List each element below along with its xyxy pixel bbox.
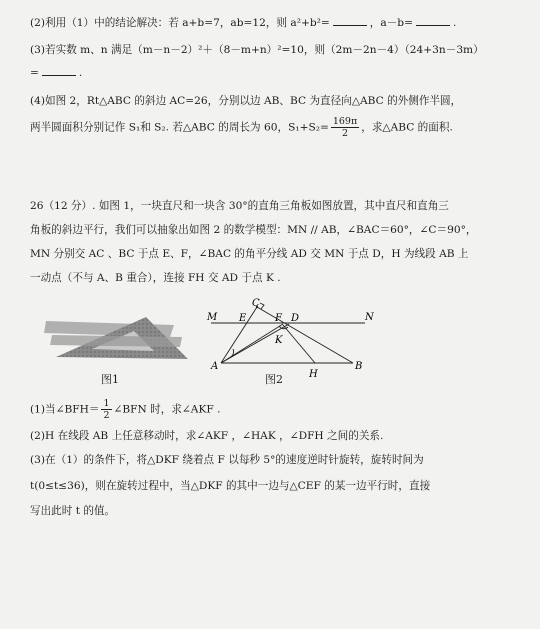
q26-intro-line3: MN 分别交 AC 、BC 于点 E、F，∠BAC 的角平分线 AD 交 MN 于点 D，H 为线段 AB 上	[30, 248, 469, 260]
segment-FH	[283, 325, 315, 363]
q25-part3: (3)若实数 m、n 满足（m－n－2）²＋（8－m+n）²=10，则（2m－2n－4）（24+3n－3m）	[30, 44, 484, 56]
q26-part3-line2: t(0≤t≤36)，则在旋转过程中，当△DKF 的其中一边与△CEF 的某一边平行时，直接	[30, 480, 431, 492]
figure-2-caption: 图2	[265, 373, 283, 386]
q25-part4-line2: 两半圆面积分别记作 S₁和 S₂. 若△ABC 的周长为 60，S₁+S₂= $\frac{169\pi}{2}$ ，求△ABC 的面积.	[30, 116, 453, 139]
answer-blank[interactable]	[333, 16, 367, 26]
q25-part3-line2: = .	[30, 67, 83, 79]
side-CB	[257, 307, 353, 363]
fraction: $\frac{169\pi}{2}$	[332, 116, 358, 139]
q26-part3-line3: 写出此时 t 的值。	[30, 505, 116, 517]
q26-intro-line2: 角板的斜边平行，我们可以抽象出如图 2 的数学模型：MN // AB，∠BAC＝60°，∠C＝90°，	[30, 224, 477, 236]
answer-blank[interactable]	[416, 16, 450, 26]
label-D: D	[291, 313, 300, 324]
label-F: F	[275, 313, 282, 324]
ruler-overlay	[50, 335, 182, 347]
label-C: C	[252, 298, 260, 309]
answer-blank[interactable]	[42, 66, 76, 76]
figure-1-caption: 图1	[101, 373, 119, 386]
fraction: $\frac{1}{2}$	[103, 398, 110, 421]
q25-part4-line1: (4)如图 2，Rt△ABC 的斜边 AC=26，分别以边 AB、BC 为直径向△ABC 的外侧作半圆，	[30, 95, 462, 107]
q26-part2: (2)H 在线段 AB 上任意移动时，求∠AKF ，∠HAK ，∠DFH 之间的关系.	[30, 430, 384, 442]
figure-1-photo	[42, 315, 192, 370]
label-E: E	[239, 313, 247, 324]
q26-part1: (1)当∠BFH＝ $\frac{1}{2}$ ∠BFN 时，求∠AKF .	[30, 398, 221, 421]
figure-2-diagram	[205, 295, 395, 380]
label-B: B	[355, 361, 363, 372]
label-A: A	[211, 361, 219, 372]
q26-intro-line4: 一动点（不与 A、B 重合），连接 FH 交 AD 于点 K .	[30, 272, 281, 284]
label-M: M	[207, 312, 218, 323]
segment-AF	[221, 324, 283, 363]
q25-part2: (2)利用（1）中的结论解决：若 a+b=7，ab=12，则 a²+b²= ，a－b= .	[30, 17, 457, 29]
q26-intro-line1: 26（12 分）. 如图 1，一块直尺和一块含 30°的直角三角板如图放置，其中直尺和直角三	[30, 200, 449, 212]
label-K: K	[275, 335, 283, 346]
right-angle-mark	[260, 303, 264, 309]
label-N: N	[365, 312, 374, 323]
label-H: H	[309, 369, 318, 380]
q26-part3-line1: (3)在（1）的条件下，将△DKF 绕着点 F 以每秒 5°的速度逆时针旋转，旋转时间为	[30, 454, 424, 466]
